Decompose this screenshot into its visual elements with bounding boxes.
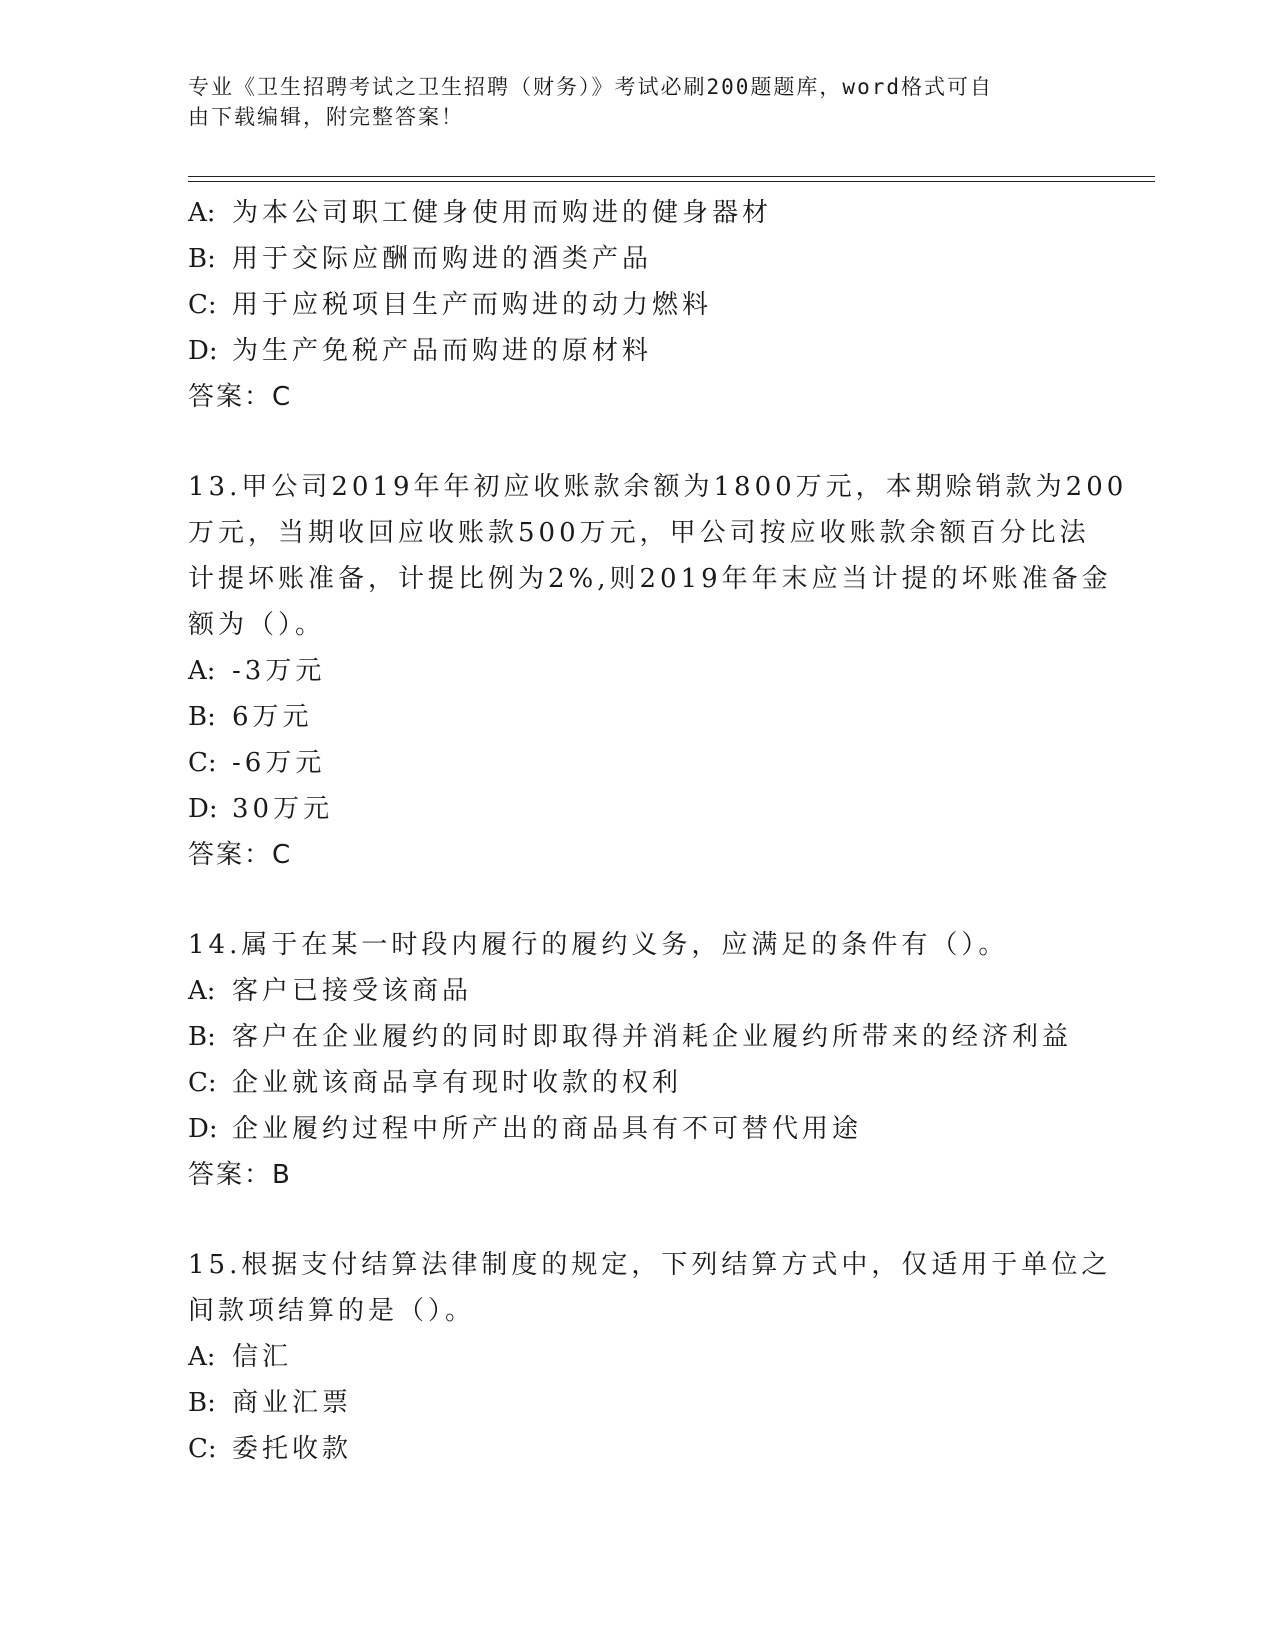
option-d [188,1106,1088,1152]
spacer [188,420,1088,464]
option-a [188,1334,1088,1380]
option-text: 用于交际应酬而购进的酒类产品 [232,244,653,274]
option-b [188,236,1088,282]
option-text: 企业就该商品享有现时收款的权利 [232,1068,683,1098]
option-key: C: [188,1068,217,1098]
question-stem-line: 15.根据支付结算法律制度的规定，下列结算方式中，仅适用于单位之 [188,1250,1112,1280]
option-b [188,1014,1088,1060]
option-key: A: [188,976,216,1006]
option-text: 为本公司职工健身使用而购进的健身器材 [232,198,773,228]
option-c [188,740,1088,786]
option-text: -6万元 [232,748,326,778]
answer: 答案：C [188,382,293,412]
option-key: C: [188,290,217,320]
option-text: 6万元 [232,702,313,732]
question-stem-line: 间款项结算的是（）。 [188,1296,476,1326]
question-stem-line: 计提坏账准备，计提比例为2%,则2019年年末应当计提的坏账准备金 [188,564,1112,594]
option-text: 用于应税项目生产而购进的动力燃料 [232,290,713,320]
option-key: B: [188,1022,216,1052]
spacer [188,878,1088,922]
question-12 [188,190,1088,420]
option-b [188,694,1088,740]
option-d [188,786,1088,832]
option-a [188,968,1088,1014]
option-key: A: [188,656,216,686]
header-rule-top [188,176,1155,177]
option-key: C: [188,1434,217,1464]
answer: 答案：B [188,1160,292,1190]
option-c [188,282,1088,328]
document-header [188,72,1068,132]
option-c [188,1060,1088,1106]
option-text: 30万元 [232,794,334,824]
option-key: D: [188,794,218,824]
header-line-2: 由下载编辑，附完整答案！ [188,105,464,129]
option-key: D: [188,336,218,366]
option-text: -3万元 [232,656,326,686]
option-text: 客户已接受该商品 [232,976,473,1006]
option-text: 商业汇票 [232,1388,353,1418]
spacer [188,1198,1088,1242]
option-key: D: [188,1114,218,1144]
option-text: 委托收款 [232,1434,353,1464]
option-key: B: [188,702,216,732]
header-rule-bottom [188,181,1155,182]
question-13 [188,464,1128,878]
option-text: 信汇 [232,1342,293,1372]
option-c [188,1426,1088,1472]
question-stem-line: 额为（）。 [188,610,326,640]
question-15 [188,1242,1112,1472]
option-key: A: [188,1342,216,1372]
option-key: A: [188,198,216,228]
question-stem-line: 13.甲公司2019年年初应收账款余额为1800万元，本期赊销款为200 [188,472,1128,502]
option-text: 企业履约过程中所产出的商品具有不可替代用途 [232,1114,863,1144]
question-stem-line: 万元，当期收回应收账款500万元，甲公司按应收账款余额百分比法 [188,518,1090,548]
option-a [188,648,1088,694]
option-d [188,328,1088,374]
option-key: B: [188,1388,216,1418]
answer: 答案：C [188,840,293,870]
question-list [188,190,1128,1472]
option-text: 客户在企业履约的同时即取得并消耗企业履约所带来的经济利益 [232,1022,1073,1052]
option-a [188,190,1088,236]
question-14 [188,922,1088,1198]
header-line-1: 专业《卫生招聘考试之卫生招聘（财务）》考试必刷200题题库，word格式可自 [188,75,993,99]
option-key: B: [188,244,216,274]
option-text: 为生产免税产品而购进的原材料 [232,336,653,366]
option-b [188,1380,1088,1426]
option-key: C: [188,748,217,778]
question-stem-line: 14.属于在某一时段内履行的履约义务，应满足的条件有（）。 [188,930,1009,960]
